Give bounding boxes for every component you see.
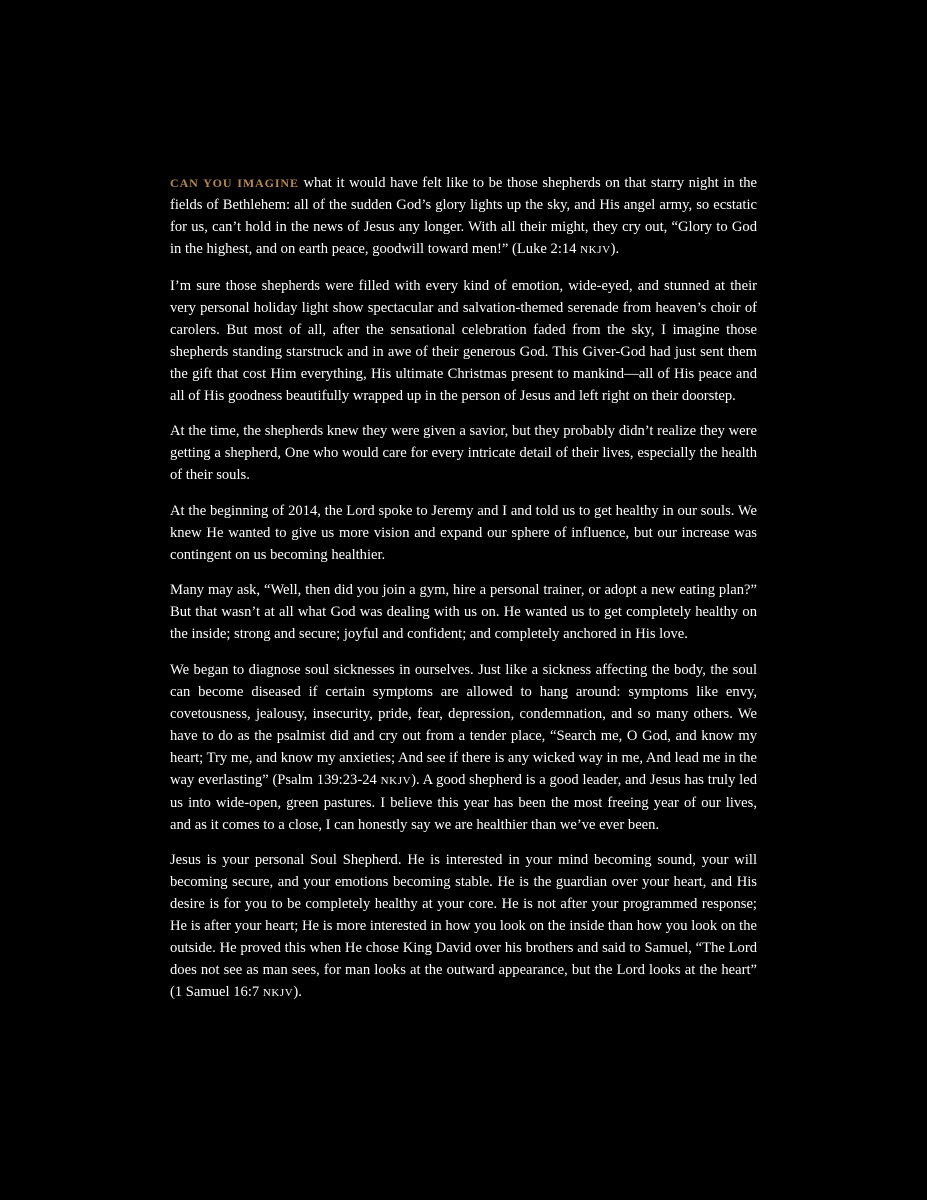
paragraph-6-text: We began to diagnose soul sicknesses in ourselves. Just like a sickness affecting the body, the soul can become diseased if certain symptoms are allowed to hang around: symptoms like envy, covetousness, jealousy, insecurity, pride, fear, depression, condemnation, and so many others. We have to do as the psalmist did and cry out from a tender place, “Search me, O God, and know my heart; Try me, and know my anxieties; And see if there is any wicked way in me, And lead me in the way everlasting” (Psalm 139:23-24 (170, 661, 757, 788)
bible-version-label: NKJV (580, 244, 611, 256)
paragraph-7-tail: ). (293, 984, 302, 1000)
paragraph-6 (170, 659, 757, 836)
paragraph-2 (170, 275, 757, 407)
bible-version-label: NKJV (262, 987, 294, 999)
paragraph-4 (170, 500, 757, 566)
paragraph-5 (170, 579, 757, 645)
paragraph-1-tail: ). (610, 241, 620, 257)
paragraph-5-text: Many may ask, “Well, then did you join a gym, hire a personal trainer, or adopt a new eating plan?” But that wasn’t at all what God was dealing with us on. He wanted us to get completely healthy on the inside; strong and secure; joyful and confident; and completely anchored in His love. (170, 582, 757, 642)
paragraph-3 (170, 420, 757, 486)
paragraph-6-tail: ). A good shepherd is a good leader, and Jesus has truly led us into wide-open, green pastures. I believe this year has been the most freeing year of our lives, and as it comes to a close, I can honestly say we are healthier than we’ve ever been. (170, 771, 758, 833)
paragraph-7-text: Jesus is your personal Soul Shepherd. He is interested in your mind becoming sound, your will becoming secure, and your emotions becoming stable. He is the guardian over your heart, and His desire is for you to be completely healthy at your core. He is not after your programmed response; He is after your heart; He is more interested in how you look on the inside than how you look on the outside. He proved this when He chose King David over his brothers and said to Samuel, “The Lord does not see as man sees, for man looks at the outward appearance, but the Lord looks at the heart” (1 Samuel 16:7 (170, 852, 757, 1000)
bible-version-label: NKJV (380, 774, 412, 787)
paragraph-1-text: what it would have felt like to be those shepherds on that starry night in the fields of Bethlehem: all of the sudden God’s glory lights up the sky, and His angel army, so ecstatic for us, can’t hold in the news of Jesus any longer. With all their might, they cry out, “Glory to God in the highest, and on earth peace, goodwill toward men!” (Luke 2:14 (170, 175, 757, 257)
article-body (170, 172, 757, 1018)
paragraph-7 (170, 849, 757, 1004)
paragraph-1 (170, 172, 757, 261)
paragraph-2-text: I’m sure those shepherds were filled with every kind of emotion, wide-eyed, and stunned at their very personal holiday light show spectacular and salvation-themed serenade from heaven’s choir of carolers. But most of all, after the sensational celebration faded from the sky, I imagine those shepherds standing starstruck and in awe of their generous God. This Giver-God had just sent them the gift that cost Him everything, His ultimate Christmas present to mankind—all of His peace and all of His goodness beautifully wrapped up in the person of Jesus and left right on their doorstep. (170, 277, 757, 404)
lead-in-caps: CAN YOU IMAGINE (170, 176, 299, 190)
paragraph-4-text: At the beginning of 2014, the Lord spoke to Jeremy and I and told us to get healthy in our souls. We knew He wanted to give us more vision and expand our sphere of influence, but our increase was contingent on us becoming healthier. (170, 502, 757, 563)
paragraph-3-text: At the time, the shepherds knew they were given a savior, but they probably didn’t realize they were getting a shepherd, One who would care for every intricate detail of their lives, especially the health of their souls. (170, 423, 757, 483)
